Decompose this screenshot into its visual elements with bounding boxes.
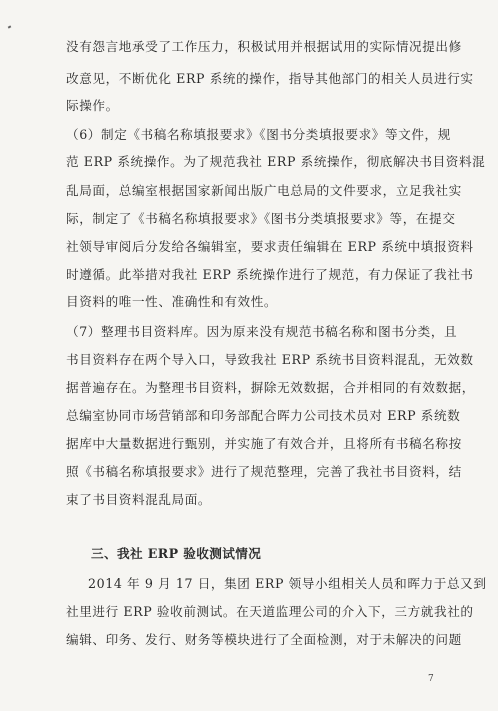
body-line-17: 束了书目资料混乱局面。 — [66, 492, 212, 507]
body-line-5: 范 ERP 系统操作。为了规范我社 ERP 系统操作，彻底解决书目资料混 — [66, 154, 486, 169]
body-line-1: 没有怨言地承受了工作压力，积极试用并根据试用的实际情况提出修 — [66, 39, 462, 54]
body-line-13: 据普遍存在。为整理书目资料，摒除无效数据，合并相同的有效数据， — [66, 380, 476, 395]
page-number: 7 — [428, 674, 434, 684]
body-line-12: 书目资料存在两个导入口，导致我社 ERP 系统书目资料混乱，无效数 — [66, 352, 474, 367]
body-line-19: 社里进行 ERP 验收前测试。在天道监理公司的介入下，三方就我社的 — [66, 604, 474, 619]
body-line-2: 改意见，不断优化 ERP 系统的操作，指导其他部门的相关人员进行实 — [66, 71, 474, 86]
body-line-18: 2014 年 9 月 17 日，集团 ERP 领导小组相关人员和晖力于总又到 — [88, 576, 487, 591]
body-line-3: 际操作。 — [66, 98, 119, 113]
body-line-10: 目资料的唯一性、准确性和有效性。 — [66, 294, 278, 309]
body-line-4: （6）制定《书稿名称填报要求》《图书分类填报要求》等文件，规 — [66, 127, 451, 142]
body-line-8: 社领导审阅后分发给各编辑室，要求责任编辑在 ERP 系统中填报资料 — [66, 239, 474, 254]
body-line-20: 编辑、印务、发行、财务等模块进行了全面检测，对于未解决的问题 — [66, 632, 462, 647]
body-line-11: （7）整理书目资料库。因为原来没有规范书稿名称和图书分类，且 — [66, 324, 458, 339]
body-line-15: 据库中大量数据进行甄别，并实施了有效合并，且将所有书稿名称按 — [66, 436, 462, 451]
body-line-14: 总编室协同市场营销部和印务部配合晖力公司技术员对 ERP 系统数 — [66, 408, 461, 423]
scan-speck — [8, 25, 12, 28]
body-line-9: 时遵循。此举措对我社 ERP 系统操作进行了规范，有力保证了我社书 — [66, 267, 474, 282]
body-line-7: 际，制定了《书稿名称填报要求》《图书分类填报要求》等，在提交 — [66, 211, 456, 226]
section-heading: 三、我社 ERP 验收测试情况 — [91, 546, 262, 561]
body-line-6: 乱局面，总编室根据国家新闻出版广电总局的文件要求，立足我社实 — [66, 183, 462, 198]
body-line-16: 照《书稿名称填报要求》进行了规范整理，完善了我社书目资料，结 — [66, 464, 462, 479]
